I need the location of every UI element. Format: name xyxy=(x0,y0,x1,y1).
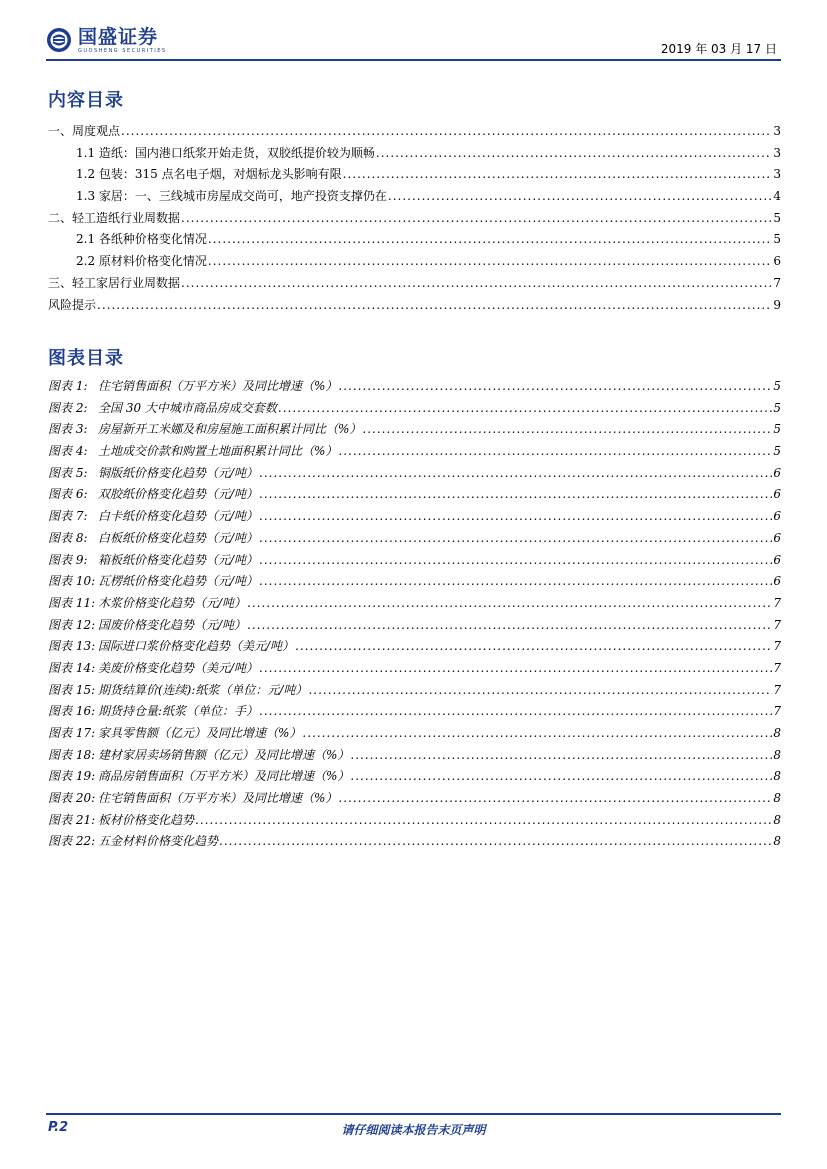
toc-entry-label: 2.1 各纸种价格变化情况 xyxy=(76,232,207,247)
figure-entry[interactable] xyxy=(48,376,781,398)
figure-entry-number: 图表 22: xyxy=(48,834,96,849)
dot-leader xyxy=(259,463,772,485)
dot-leader xyxy=(259,550,772,572)
toc-entry-label: 1.3 家居：一、三线城市房屋成交尚可，地产投资支撑仍在 xyxy=(76,189,387,204)
figure-entry[interactable] xyxy=(48,441,781,463)
figure-entry-title: 期货持仓量:纸浆（单位：手） xyxy=(98,704,259,719)
figure-entry-page: 6 xyxy=(773,552,781,567)
page-number: P.2 xyxy=(48,1120,69,1135)
toc-entry-label: 1.2 包装：315 点名电子烟，对烟标龙头影响有限 xyxy=(76,167,342,182)
figure-entry-title: 箱板纸价格变化趋势（元/吨） xyxy=(98,552,259,567)
figure-entry-number: 图表 1: xyxy=(48,379,88,393)
figure-entry-title: 房屋新开工米娜及和房屋施工面积累计同比（%） xyxy=(98,422,362,437)
toc-entry[interactable] xyxy=(48,273,781,295)
figure-entry-page: 8 xyxy=(773,791,781,806)
dot-leader xyxy=(219,831,772,853)
figure-entry-number: 图表 21: xyxy=(48,812,96,827)
dot-leader xyxy=(247,593,772,615)
figure-entry-title: 住宅销售面积（万平方米）及同比增速（%） xyxy=(98,791,338,806)
figure-entry[interactable] xyxy=(48,680,781,702)
toc-entry-page: 3 xyxy=(773,167,781,182)
figure-entry-number: 图表 18: xyxy=(48,747,96,762)
figure-entry-page: 7 xyxy=(773,682,781,697)
figure-entry-title: 瓦楞纸价格变化趋势（元/吨） xyxy=(98,574,259,589)
dot-leader xyxy=(295,636,772,658)
toc-entry-label: 三、轻工家居行业周数据 xyxy=(48,275,181,290)
figure-entry[interactable] xyxy=(48,636,781,658)
figure-entry-number: 图表 12: xyxy=(48,617,96,632)
company-name: 国盛证券 xyxy=(78,26,159,48)
dot-leader xyxy=(376,143,772,165)
figure-entry-caption xyxy=(48,636,294,658)
dot-leader xyxy=(338,788,772,810)
figure-entry-page: 5 xyxy=(773,422,781,437)
dot-leader xyxy=(350,766,772,788)
figure-entry-caption xyxy=(48,615,246,637)
figure-entry-number: 图表 6: xyxy=(48,487,88,502)
figure-entry-number: 图表 17: xyxy=(48,726,96,740)
figure-entry-title: 铜版纸价格变化趋势（元/吨） xyxy=(98,465,259,480)
figure-entry-caption xyxy=(48,680,307,702)
dot-leader xyxy=(362,419,772,441)
figure-entry-number: 图表 7: xyxy=(48,509,88,524)
figure-entry[interactable] xyxy=(48,658,781,680)
company-name-en: GUOSHENG SECURITIES xyxy=(78,48,167,54)
figure-entry-title: 木浆价格变化趋势（元/吨） xyxy=(98,595,247,610)
figure-entry[interactable] xyxy=(48,484,781,506)
figure-entry-number: 图表 16: xyxy=(48,704,96,719)
figure-entry-caption xyxy=(48,571,258,593)
dot-leader xyxy=(343,164,773,186)
figure-entry[interactable] xyxy=(48,593,781,615)
figure-entry-caption xyxy=(48,376,337,398)
dot-leader xyxy=(259,658,772,680)
toc-entry[interactable] xyxy=(48,208,781,230)
dot-leader xyxy=(208,251,772,273)
toc-entry[interactable] xyxy=(48,229,781,251)
figure-entry[interactable] xyxy=(48,831,781,853)
figure-entry-page: 7 xyxy=(773,617,781,632)
figure-entry-page: 8 xyxy=(773,812,781,827)
figure-entry-number: 图表 9: xyxy=(48,552,88,567)
dot-leader xyxy=(208,229,772,251)
figure-entry-caption xyxy=(48,550,258,572)
dot-leader xyxy=(195,810,772,832)
figure-entry-title: 全国 30 大中城市商品房成交套数 xyxy=(98,400,277,415)
figure-entry-title: 住宅销售面积（万平方米）及同比增速（%） xyxy=(98,379,338,393)
dot-leader xyxy=(302,723,772,745)
figure-entry-caption xyxy=(48,766,349,788)
dot-leader xyxy=(388,186,772,208)
figure-entry-page: 7 xyxy=(773,639,781,654)
toc-entry[interactable] xyxy=(48,186,781,208)
dot-leader xyxy=(278,398,772,420)
figure-entry-page: 6 xyxy=(773,509,781,524)
figure-entry-page: 7 xyxy=(773,595,781,610)
toc-list xyxy=(48,121,781,316)
toc-entry-label: 二、轻工造纸行业周数据 xyxy=(48,210,181,225)
figure-entry[interactable] xyxy=(48,615,781,637)
figure-entry-number: 图表 19: xyxy=(48,769,96,784)
figure-entry[interactable] xyxy=(48,506,781,528)
figure-entry-caption xyxy=(48,463,258,485)
company-logo-icon xyxy=(46,27,72,53)
dot-leader xyxy=(308,680,772,702)
figure-entry-title: 期货结算价(连续):纸浆（单位：元/吨） xyxy=(98,682,308,697)
figure-entry[interactable] xyxy=(48,723,781,745)
toc-entry[interactable] xyxy=(48,251,781,273)
toc-entry-page: 6 xyxy=(773,254,781,269)
figure-entry-page: 6 xyxy=(773,465,781,480)
dot-leader xyxy=(181,273,772,295)
toc-entry-label: 风险提示 xyxy=(48,297,97,312)
figure-entry-page: 6 xyxy=(773,487,781,502)
figure-entry-title: 土地成交价款和购置土地面积累计同比（%） xyxy=(98,444,338,459)
figure-list xyxy=(48,376,781,853)
figure-entry-title: 商品房销售面积（万平方米）及同比增速（%） xyxy=(98,769,350,784)
figure-entry[interactable] xyxy=(48,463,781,485)
figure-entry-page: 6 xyxy=(773,574,781,589)
figure-entry-page: 8 xyxy=(773,769,781,784)
figure-entry[interactable] xyxy=(48,766,781,788)
figure-entry[interactable] xyxy=(48,528,781,550)
dot-leader xyxy=(181,208,772,230)
figure-entry-page: 7 xyxy=(773,704,781,719)
company-logo xyxy=(46,26,167,54)
figure-entry[interactable] xyxy=(48,745,781,767)
toc-title: 内容目录 xyxy=(48,90,124,111)
toc-entry-page: 5 xyxy=(773,232,781,247)
figure-entry[interactable] xyxy=(48,810,781,832)
figure-entry-title: 五金材料价格变化趋势 xyxy=(98,834,219,849)
toc-entry-label: 2.2 原材料价格变化情况 xyxy=(76,254,207,269)
figure-entry-caption xyxy=(48,484,258,506)
figure-entry[interactable] xyxy=(48,398,781,420)
figure-entry-page: 8 xyxy=(773,747,781,762)
figure-entry-title: 板材价格变化趋势 xyxy=(98,812,195,827)
figure-entry-caption xyxy=(48,441,337,463)
toc-entry-page: 3 xyxy=(773,124,781,138)
figure-entry-title: 建材家居卖场销售额（亿元）及同比增速（%） xyxy=(98,747,350,762)
toc-entry-page: 3 xyxy=(773,145,781,160)
figure-entry[interactable] xyxy=(48,788,781,810)
figure-entry-caption xyxy=(48,528,258,550)
dot-leader xyxy=(259,701,772,723)
figure-entry-caption xyxy=(48,419,361,441)
figure-entry-page: 8 xyxy=(773,834,781,849)
figure-entry-caption xyxy=(48,745,349,767)
dot-leader xyxy=(97,295,772,317)
dot-leader xyxy=(338,441,772,463)
figure-entry-number: 图表 20: xyxy=(48,791,96,806)
figure-entry-page: 5 xyxy=(773,400,781,415)
figure-entry-page: 6 xyxy=(773,530,781,545)
toc-entry[interactable] xyxy=(48,164,781,186)
figure-entry-title: 家具零售额（亿元）及同比增速（%） xyxy=(98,726,302,740)
figure-entry-number: 图表 3: xyxy=(48,422,88,437)
figure-entry-caption xyxy=(48,810,194,832)
toc-entry-page: 5 xyxy=(773,210,781,225)
header-divider xyxy=(46,59,781,61)
footer-divider xyxy=(46,1113,781,1115)
figure-entry[interactable] xyxy=(48,701,781,723)
figure-entry-number: 图表 5: xyxy=(48,465,88,480)
toc-entry-label: 1.1 造纸：国内港口纸浆开始走货，双胶纸提价较为顺畅 xyxy=(76,145,375,160)
toc-entry-page: 4 xyxy=(773,189,781,204)
figure-entry[interactable] xyxy=(48,571,781,593)
figure-entry-caption xyxy=(48,593,246,615)
dot-leader xyxy=(259,528,772,550)
figure-entry-number: 图表 4: xyxy=(48,444,88,459)
toc-entry-page: 9 xyxy=(773,297,781,312)
figure-entry-page: 7 xyxy=(773,660,781,675)
dot-leader xyxy=(259,571,772,593)
figure-entry-caption xyxy=(48,398,277,420)
dot-leader xyxy=(259,484,772,506)
toc-entry[interactable] xyxy=(48,121,781,143)
figure-entry-title: 美废价格变化趋势（美元/吨） xyxy=(98,660,259,675)
dot-leader xyxy=(121,121,772,143)
dot-leader xyxy=(259,506,772,528)
toc-entry[interactable] xyxy=(48,295,781,317)
figure-entry-title: 双胶纸价格变化趋势（元/吨） xyxy=(98,487,259,502)
report-date: 2019 年 03 月 17 日 xyxy=(660,42,777,56)
figure-entry-title: 国际进口浆价格变化趋势（美元/吨） xyxy=(98,639,295,654)
figure-entry-number: 图表 13: xyxy=(48,639,96,654)
disclaimer-note: 请仔细阅读本报告末页声明 xyxy=(341,1123,486,1137)
figure-entry-number: 图表 14: xyxy=(48,660,96,675)
toc-entry-label: 一、周度观点 xyxy=(48,124,121,138)
figure-entry-number: 图表 10: xyxy=(48,574,96,589)
figure-entry-caption xyxy=(48,506,258,528)
figure-entry-caption xyxy=(48,723,301,745)
figure-list-title: 图表目录 xyxy=(48,348,124,369)
figure-entry-caption xyxy=(48,701,258,723)
figure-entry-caption xyxy=(48,658,258,680)
figure-entry-page: 5 xyxy=(773,444,781,459)
figure-entry-title: 白卡纸价格变化趋势（元/吨） xyxy=(98,509,259,524)
dot-leader xyxy=(247,615,772,637)
toc-entry-page: 7 xyxy=(773,275,781,290)
figure-entry-title: 白板纸价格变化趋势（元/吨） xyxy=(98,530,259,545)
figure-entry-number: 图表 11: xyxy=(48,595,96,610)
figure-entry[interactable] xyxy=(48,419,781,441)
figure-entry-page: 8 xyxy=(773,726,781,740)
figure-entry-page: 5 xyxy=(773,379,781,393)
figure-entry-caption xyxy=(48,788,337,810)
toc-entry[interactable] xyxy=(48,143,781,165)
figure-entry-caption xyxy=(48,831,218,853)
dot-leader xyxy=(338,376,772,398)
figure-entry-number: 图表 2: xyxy=(48,400,88,415)
figure-entry-number: 图表 8: xyxy=(48,530,88,545)
figure-entry-number: 图表 15: xyxy=(48,682,96,697)
figure-entry[interactable] xyxy=(48,550,781,572)
figure-entry-title: 国废价格变化趋势（元/吨） xyxy=(98,617,247,632)
dot-leader xyxy=(350,745,772,767)
